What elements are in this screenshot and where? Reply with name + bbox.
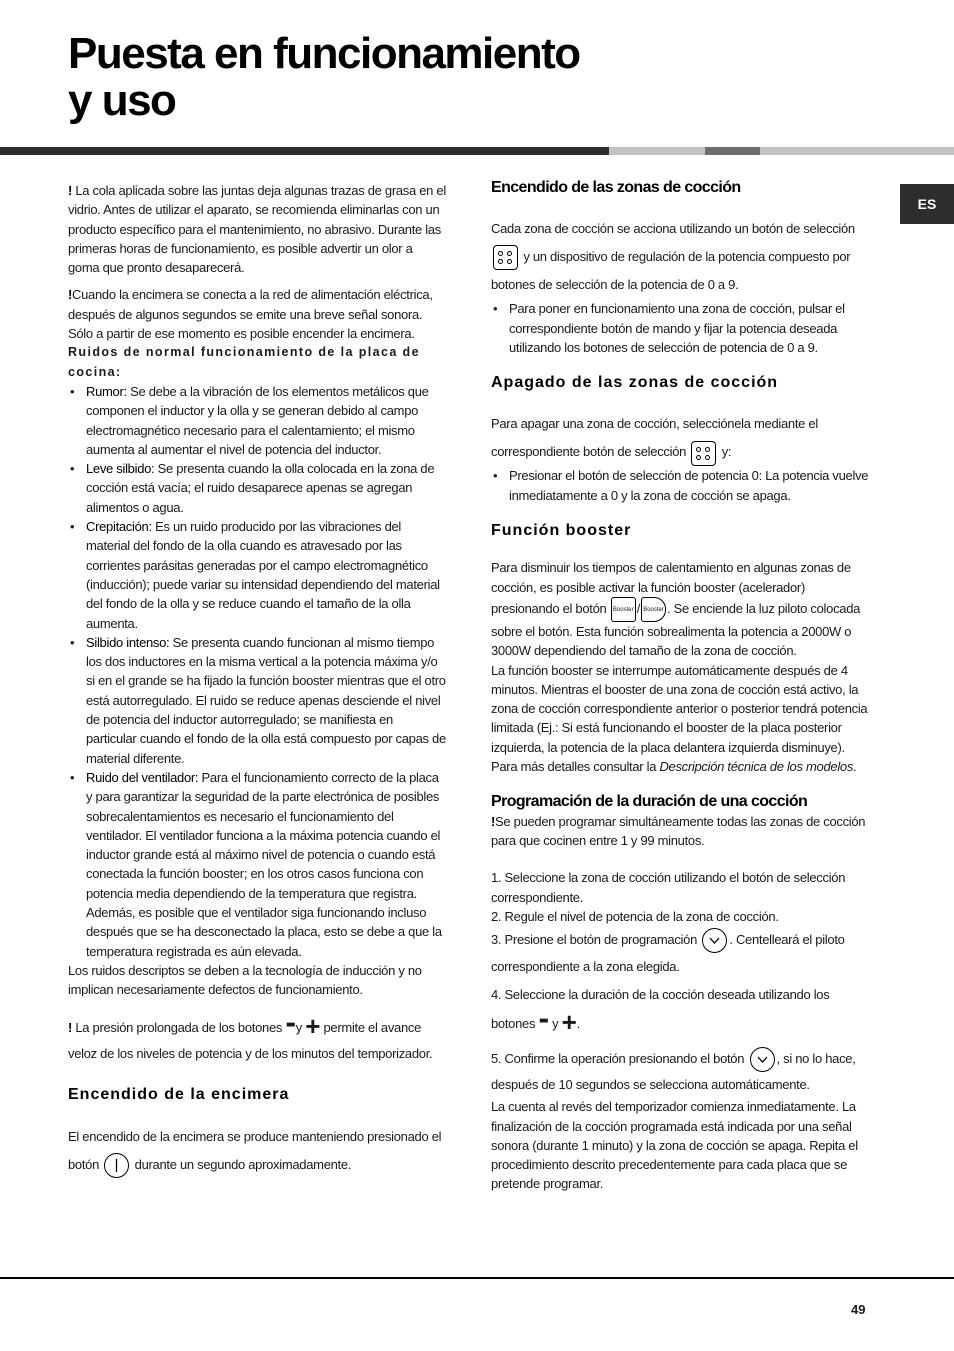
period: . [853,759,857,775]
page-title [68,30,580,124]
timer-info: La cuenta al revés del temporizador comienza inmediatamente. La finalización de la cocción programada está indicada por una señal sonora (durante 1 minuto) y la zona de cocción se apaga. Repita el procedimiento descrito precedentemente para cada placa que se pretende programar. [491,1099,858,1192]
programacion-note-text: Se pueden programar simultáneamente todas las zonas de cocción para que cocinen entre 1 y 99 minutos. [491,813,866,848]
minus-icon: - [538,1000,549,1037]
step-5-text-b: , si no lo hace, después de 10 segundos se selecciona automáticamente. [491,1051,856,1093]
step-4 [491,980,871,1038]
apagado-zonas-text-b: y: [721,444,732,460]
note-connection [68,285,446,343]
and-word: y [552,1016,559,1032]
noise-term: Crepitación: [86,519,152,535]
booster-slash: / [636,600,641,616]
list-item [68,382,446,459]
noise-term: Rumor: [86,383,127,399]
encendido-zonas-list [491,299,871,357]
selection-button-icon [493,245,518,270]
step-3 [491,926,871,980]
step-5-text-a: 5. Confirme la operación presionando el botón [491,1051,745,1067]
encendido-encimera-text-a: El encendido de la encimera se produce manteniendo presionado el botón [68,1128,442,1172]
page-number: 49 [851,1302,866,1317]
note-connection-text: Cuando la encimera se conecta a la red de alimentación eléctrica, después de algunos segundos se emite una breve señal sonora. Sólo a partir de ese momento es posible encender la encimera. [68,287,433,342]
noise-text: Se presenta cuando la olla colocada en la zona de cocción está vacía; el ruido desaparece apenas se agregan alimentos o agua. [86,461,435,515]
booster-text-b: . Se enciende la luz piloto colocada sobre el botón. Esta función sobrealimenta la potencia a 2000W o 3000W dependiendo del tamaño de la zona de cocción. [491,600,861,659]
minus-icon: - [285,1004,296,1041]
warning-mark: ! [68,183,73,198]
left-column [68,181,446,1179]
step-3-text-a: 3. Presione el botón de programación [491,932,698,948]
booster-button-alt-icon: Booster [641,597,666,622]
section-heading-encendido-zonas: Encendido de las zonas de cocción [491,179,741,196]
plus-icon: + [561,1007,577,1038]
noise-list [68,382,446,961]
right-column [491,178,871,1194]
warning-mark: ! [491,813,496,829]
list-item: • Para poner en funcionamiento una zona de cocción, pulsar el correspondiente botón de mando y fijar la potencia deseada utilizando los botones de selección de potencia de 0 a 9. [491,299,871,357]
warning-mark: ! [68,1020,73,1036]
list-item [68,517,446,633]
booster-text-more [491,661,871,777]
header-rule-mid [705,147,760,155]
noise-text: Se presenta cuando funcionan al mismo tiempo los dos inductores en la misma vertical a la potencia máxima y/o si en el grande se ha fijado la función booster mientras que el otro está autorregulado. El ruido se reduce apenas desciende el nivel de potencia del inductor autorregulado; se manifiesta en particular cuando el fondo de la olla está compuesto por capas de material diferente. [86,634,446,766]
list-item: • Presionar el botón de selección de potencia 0: La potencia vuelve inmediatamente a 0 y la zona de cocción se apaga. [491,466,871,505]
noise-section-title: Ruidos de normal funcionamiento de la placa de cocina: [68,345,420,379]
period: . [576,1016,580,1032]
timer-button-icon [750,1047,775,1072]
noise-term: Leve silbido: [86,461,155,477]
and-word: y [295,1020,302,1036]
section-heading-apagado-zonas: Apagado de las zonas de cocción [491,374,779,392]
apagado-zonas-text [491,410,871,466]
noise-term: Ruido del ventilador: [86,769,199,785]
note-glue-text: La cola aplicada sobre las juntas deja algunas trazas de grasa en el vidrio. Antes de utilizar el aparato, se recomienda eliminarlas con un producto específico para el mantenimiento, no abrasivo. Durante las primeras horas de funcionamiento, es posible advertir un olor a goma que pronto desaparecerá. [68,183,446,276]
title-line-2: y uso [68,76,176,125]
noise-term: Silbido intenso: [86,634,170,650]
header-rule-light-2 [760,147,954,155]
title-line-1: Puesta en funcionamiento [68,29,580,78]
language-tab: ES [900,184,954,224]
booster-reference: Descripción técnica de los modelos [659,759,854,775]
noise-footer: Los ruidos descriptos se deben a la tecnología de inducción y no implican necesariamente defectos de funcionamiento. [68,962,422,998]
noise-text: Es un ruido producido por las vibraciones del material del fondo de la olla cuando es atravesado por las corrientes parásitas generadas por el campo electromagnético (inducción); puede variar su intensidad dependiendo del material del fondo de la olla y se reduce cuando el tamaño de la olla aumenta. [86,519,440,631]
encendido-encimera-text-b: durante un segundo aproximadamente. [134,1156,352,1172]
encendido-encimera-text [68,1123,446,1179]
timer-button-icon [702,928,727,953]
noise-text: Para el funcionamiento correcto de la placa y para garantizar la seguridad de la parte electrónica de posibles sobrecalentamientos es necesario el funcionamiento del ventilador. El ventilador funciona a la máxima potencia cuando el inductor grande está al máximo nivel de potencia o cuando está conectada la función booster; en los otros casos funciona con potencia media dependiendo de la temperatura que registra. Además, es posible que el ventilador siga funcionando incluso después que se ha desconectado la placa, esto se debe a que la temperatura registrada es aún elevada. [86,769,442,959]
step-1: 1. Seleccione la zona de cocción utilizando el botón de selección correspondiente. [491,870,846,905]
booster-text [491,558,871,660]
note-long-press-text-b: permite el avance veloz de los niveles de potencia y de los minutos del temporizador. [68,1020,433,1062]
power-button-icon [104,1153,129,1178]
header-rule-dark [0,147,609,155]
plus-icon: + [305,1011,321,1042]
note-long-press-text-a: La presión prolongada de los botones [72,1020,286,1036]
section-heading-encendido-encimera: Encendido de la encimera [68,1086,290,1104]
apagado-zonas-text-a: Para apagar una zona de cocción, selecciónela mediante el correspondiente botón de selección [491,416,818,460]
encendido-zonas-text-b: y un dispositivo de regulación de la potencia compuesto por botones de selección de la potencia de 0 a 9. [491,249,851,293]
step-2: 2. Regule el nivel de potencia de la zona de cocción. [491,908,779,924]
encendido-zonas-text [491,215,871,299]
list-item [68,768,446,961]
section-heading-programacion: Programación de la duración de una cocción [491,793,808,811]
list-item [68,633,446,768]
booster-button-icon: Booster [611,597,636,622]
footer-rule [0,1277,954,1279]
header-rule-light-1 [609,147,705,155]
note-long-press [68,1004,446,1067]
list-item [68,459,446,517]
booster-text-c: La función booster se interrumpe automáticamente después de 4 minutos. Mientras el booster de una zona de cocción está activo, la zona de cocción correspondiente anterior o posterior tendrá potencia limitada (Ej.: Si está funcionando el booster de la placa posterior izquierda, la potencia de la placa delantera izquierda disminuye). Para más detalles consultar la [491,662,868,775]
section-heading-booster: Función booster [491,522,632,540]
noise-text: Se debe a la vibración de los elementos metálicos que componen el inductor y la olla y se generan debido al campo electromagnético necesario para el calentamiento; el mismo aumenta al aumentar el nivel de potencia del inductor. [86,383,429,457]
step-5 [491,1046,871,1097]
apagado-zonas-list [491,466,871,505]
booster-text-a: Para disminuir los tiempos de calentamiento en algunas zonas de cocción, es posible activar la función booster (acelerador) presionando el botón [491,560,851,616]
selection-button-icon [691,441,716,466]
step-4-text-a: 4. Seleccione la duración de la cocción deseada utilizando los botones [491,987,830,1032]
step-3-text-b: . Centelleará el piloto correspondiente a la zona elegida. [491,932,845,975]
note-glue [68,181,446,277]
programacion-note [491,812,871,851]
warning-mark: ! [68,287,73,303]
encendido-zonas-text-a: Cada zona de cocción se acciona utilizando un botón de selección [491,221,855,237]
